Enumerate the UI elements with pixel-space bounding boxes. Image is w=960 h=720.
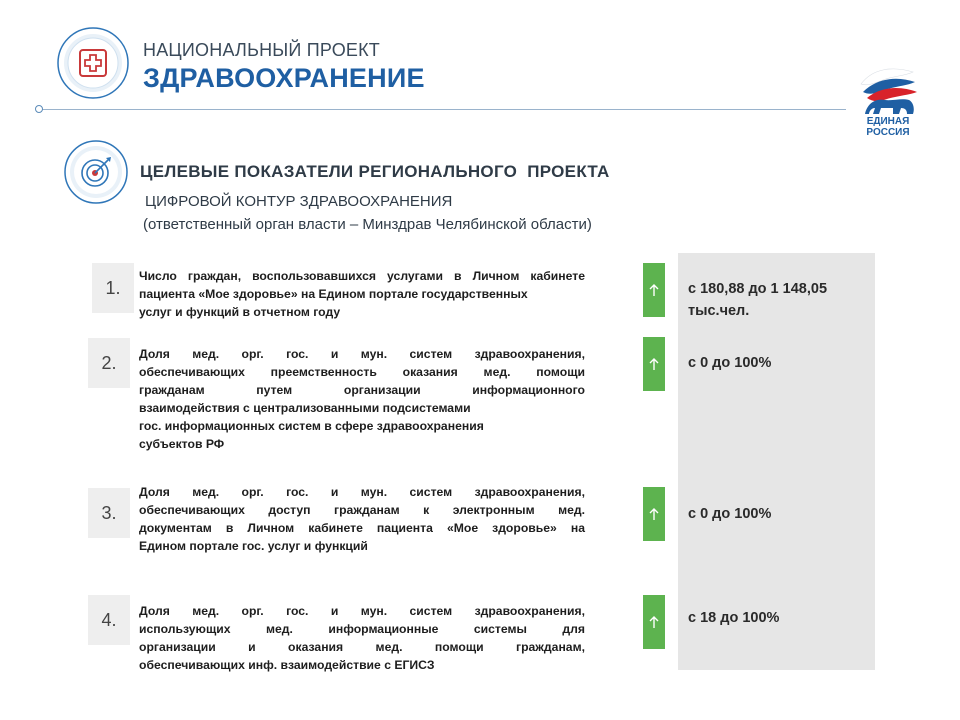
header-divider xyxy=(40,109,846,110)
up-arrow-icon xyxy=(643,337,665,391)
item-line: взаимодействия с централизованными подсистемами xyxy=(139,401,471,415)
item-line: гражданам путем организации информационного xyxy=(139,383,585,397)
divider-dot xyxy=(35,105,43,113)
item-description xyxy=(139,345,585,453)
item-line: услуг и функций в отчетном году xyxy=(139,305,341,319)
item-number: 2. xyxy=(88,338,130,388)
item-line: гос. информационных систем в сфере здравоохранения xyxy=(139,419,484,433)
item-value: с 0 до 100% xyxy=(688,355,772,371)
up-arrow-icon xyxy=(643,263,665,317)
section-subtitle: ЦИФРОВОЙ КОНТУР ЗДРАВООХРАНЕНИЯ xyxy=(145,193,453,210)
item-value: с 18 до 100% xyxy=(688,610,780,626)
item-line: обеспечивающих преемственность оказания мед. помощи xyxy=(139,365,585,379)
item-line: организации и оказания мед. помощи гражданам, xyxy=(139,640,585,654)
item-line: обеспечивающих инф. взаимодействие с ЕГИСЗ xyxy=(139,658,435,672)
item-number: 1. xyxy=(92,263,134,313)
item-line: Доля мед. орг. гос. и мун. систем здравоохранения, xyxy=(139,347,585,361)
section-title: ЦЕЛЕВЫЕ ПОКАЗАТЕЛИ РЕГИОНАЛЬНОГО ПРОЕКТА xyxy=(140,162,610,181)
up-arrow-icon xyxy=(643,595,665,649)
item-line: Доля мед. орг. гос. и мун. систем здравоохранения, xyxy=(139,604,585,618)
item-value: с 180,88 до 1 148,05 тыс.чел. xyxy=(688,281,828,319)
item-line: Доля мед. орг. гос. и мун. систем здравоохранения, xyxy=(139,485,585,499)
item-description xyxy=(139,602,585,674)
header-kicker: НАЦИОНАЛЬНЫЙ ПРОЕКТ xyxy=(143,40,380,60)
item-description xyxy=(139,483,585,555)
medical-cross-icon xyxy=(57,27,129,99)
item-line: Едином портале гос. услуг и функций xyxy=(139,539,368,553)
item-line: Число граждан, воспользовавшихся услугами в Личном кабинете xyxy=(139,269,585,283)
item-description xyxy=(139,267,585,321)
page-title: ЗДРАВООХРАНЕНИЕ xyxy=(143,63,425,93)
item-line: субъектов РФ xyxy=(139,437,225,451)
item-line: обеспечивающих доступ гражданам к электронным мед. xyxy=(139,503,585,517)
item-line: документам в Личном кабинете пациента «Мое здоровье» на xyxy=(139,521,585,535)
item-line: пациента «Мое здоровье» на Едином портале государственных xyxy=(139,287,528,301)
section-note: (ответственный орган власти – Минздрав Челябинской области) xyxy=(143,216,592,233)
item-value: с 0 до 100% xyxy=(688,506,772,522)
item-number: 3. xyxy=(88,488,130,538)
item-number: 4. xyxy=(88,595,130,645)
item-line: использующих мед. информационные системы для xyxy=(139,622,585,636)
up-arrow-icon xyxy=(643,487,665,541)
logo-text: ЕДИНАЯ РОССИЯ xyxy=(866,116,910,138)
target-icon xyxy=(64,140,128,204)
